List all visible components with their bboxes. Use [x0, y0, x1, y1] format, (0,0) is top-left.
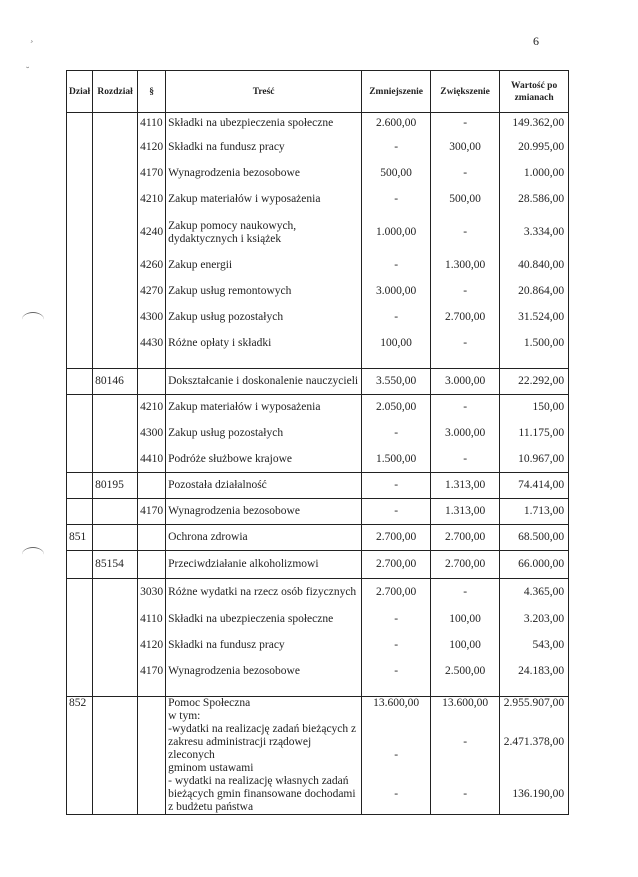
cell-zmniejszenie: 500,00 [362, 161, 431, 187]
table-row [67, 633, 569, 659]
cell-rozdzial [93, 253, 138, 279]
table-row [67, 279, 569, 305]
cell-zmniejszenie: 3.000,00 [362, 279, 431, 305]
cell-rozdzial [93, 633, 138, 659]
page-number: 6 [533, 34, 539, 48]
header-paragraf: § [138, 71, 166, 113]
cell-zwiekszenie: - [431, 447, 500, 473]
cell-tresc: Zakup pomocy naukowych, dydaktycznych i książek [166, 213, 362, 253]
cell-zwiekszenie: - [431, 279, 500, 305]
cell-zmniejszenie: 2.600,00 [362, 113, 431, 135]
cell-paragraf: 4240 [138, 213, 166, 253]
cell-tresc: Wynagrodzenia bezosobowe [166, 499, 362, 525]
spacer-cell [93, 685, 138, 697]
cell-wartosc: 150,00 [500, 395, 569, 421]
cell-dzial [67, 213, 93, 253]
cell-wartosc: 3.203,00 [500, 607, 569, 633]
cell-paragraf: 4260 [138, 253, 166, 279]
cell-rozdzial [93, 697, 138, 815]
cell-zmniejszenie: - [362, 253, 431, 279]
cell-wartosc: 1.713,00 [500, 499, 569, 525]
spacer-cell [67, 685, 93, 697]
spacer-cell [67, 357, 93, 369]
cell-zwiekszenie: 1.313,00 [431, 473, 500, 499]
spacer-cell [362, 685, 431, 697]
cell-wartosc: 149.362,00 [500, 113, 569, 135]
cell-rozdzial [93, 135, 138, 161]
cell-zwiekszenie: 300,00 [431, 135, 500, 161]
cell-zmniejszenie: - [362, 607, 431, 633]
cell-paragraf: 4270 [138, 279, 166, 305]
cell-dzial [67, 135, 93, 161]
cell-rozdzial [93, 421, 138, 447]
cell-tresc: Zakup materiałów i wyposażenia [166, 395, 362, 421]
cell-dzial [67, 607, 93, 633]
cell-wartosc: 11.175,00 [500, 421, 569, 447]
header-tresc: Treść [166, 71, 362, 113]
cell-zwiekszenie: - [431, 113, 500, 135]
cell-rozdzial [93, 187, 138, 213]
table-body [67, 113, 569, 815]
cell-wartosc: 31.524,00 [500, 305, 569, 331]
spacer-cell [431, 357, 500, 369]
cell-wartosc: 1.000,00 [500, 161, 569, 187]
cell-wartosc: 66.000,00 [500, 551, 569, 579]
punch-hole-mark [22, 547, 44, 562]
cell-tresc: Zakup energii [166, 253, 362, 279]
table-row [67, 331, 569, 357]
spacer-row [67, 357, 569, 369]
cell-wartosc: 4.365,00 [500, 579, 569, 607]
cell-tresc: Pozostała działalność [166, 473, 362, 499]
cell-rozdzial: 80146 [93, 369, 138, 395]
cell-zwiekszenie: - [431, 213, 500, 253]
cell-wartosc: 543,00 [500, 633, 569, 659]
cell-zwiekszenie: - [431, 161, 500, 187]
cell-wartosc: 68.500,00 [500, 525, 569, 551]
table-row [67, 113, 569, 135]
table-row-852 [67, 697, 569, 815]
table-row [67, 607, 569, 633]
cell-rozdzial [93, 113, 138, 135]
cell-paragraf: 3030 [138, 579, 166, 607]
cell-tresc: Składki na ubezpieczenia społeczne [166, 607, 362, 633]
table-row [67, 579, 569, 607]
table-row [67, 395, 569, 421]
cell-wartosc: 20.995,00 [500, 135, 569, 161]
cell-zmniejszenie: 2.700,00 [362, 525, 431, 551]
cell-paragraf: 4110 [138, 113, 166, 135]
table-row [67, 447, 569, 473]
cell-paragraf: 4300 [138, 305, 166, 331]
spacer-cell [500, 685, 569, 697]
header-wartosc: Wartość po zmianach [500, 71, 569, 113]
table-row [67, 369, 569, 395]
cell-dzial [67, 447, 93, 473]
cell-dzial [67, 633, 93, 659]
cell-tresc: Składki na fundusz pracy [166, 633, 362, 659]
cell-paragraf [138, 473, 166, 499]
cell-wartosc: 20.864,00 [500, 279, 569, 305]
cell-tresc: Składki na fundusz pracy [166, 135, 362, 161]
cell-tresc: Różne wydatki na rzecz osób fizycznych [166, 579, 362, 607]
cell-rozdzial: 80195 [93, 473, 138, 499]
cell-tresc: Pomoc Społeczna w tym: -wydatki na realizację zadań bieżących z zakresu administracji rządowej zleconych gminom ustawami - wydatki na realizację własnych zadań bieżących gmin finansowane dochodami z budżetu państwa [166, 697, 362, 815]
table-row [67, 305, 569, 331]
cell-tresc: Podróże służbowe krajowe [166, 447, 362, 473]
cell-zwiekszenie: 3.000,00 [431, 421, 500, 447]
cell-zmniejszenie: 2.050,00 [362, 395, 431, 421]
cell-tresc: Różne opłaty i składki [166, 331, 362, 357]
cell-rozdzial [93, 279, 138, 305]
cell-rozdzial [93, 447, 138, 473]
cell-zwiekszenie: 100,00 [431, 633, 500, 659]
cell-zwiekszenie: - [431, 579, 500, 607]
cell-wartosc: 40.840,00 [500, 253, 569, 279]
header-zmniejszenie: Zmniejszenie [362, 71, 431, 113]
table-row [67, 187, 569, 213]
cell-dzial: 852 [67, 697, 93, 815]
cell-rozdzial [93, 213, 138, 253]
table-row [67, 551, 569, 579]
cell-zmniejszenie: - [362, 187, 431, 213]
cell-tresc: Zakup materiałów i wyposażenia [166, 187, 362, 213]
cell-zwiekszenie: 500,00 [431, 187, 500, 213]
spacer-cell [166, 685, 362, 697]
cell-wartosc: 28.586,00 [500, 187, 569, 213]
cell-zmniejszenie: 1.000,00 [362, 213, 431, 253]
cell-rozdzial: 85154 [93, 551, 138, 579]
spacer-row [67, 685, 569, 697]
cell-zmniejszenie: 2.700,00 [362, 579, 431, 607]
cell-zwiekszenie: 2.700,00 [431, 551, 500, 579]
spacer-cell [93, 357, 138, 369]
cell-wartosc: 3.334,00 [500, 213, 569, 253]
spacer-cell [166, 357, 362, 369]
cell-zmniejszenie: - [362, 135, 431, 161]
cell-wartosc: 24.183,00 [500, 659, 569, 685]
cell-dzial [67, 331, 93, 357]
cell-tresc: Zakup usług remontowych [166, 279, 362, 305]
cell-zmniejszenie: 100,00 [362, 331, 431, 357]
cell-paragraf: 4300 [138, 421, 166, 447]
table-header-row [67, 71, 569, 113]
cell-dzial [67, 161, 93, 187]
cell-zmniejszenie: - [362, 659, 431, 685]
cell-tresc: Przeciwdziałanie alkoholizmowi [166, 551, 362, 579]
scan-artifact: ˘ [26, 66, 30, 77]
spacer-cell [431, 685, 500, 697]
cell-paragraf: 4410 [138, 447, 166, 473]
table-row [67, 213, 569, 253]
table-row [67, 161, 569, 187]
cell-rozdzial [93, 579, 138, 607]
cell-dzial [67, 395, 93, 421]
table-row [67, 135, 569, 161]
cell-tresc: Ochrona zdrowia [166, 525, 362, 551]
cell-rozdzial [93, 331, 138, 357]
cell-zmniejszenie: - [362, 499, 431, 525]
cell-paragraf: 4170 [138, 659, 166, 685]
cell-dzial [67, 253, 93, 279]
cell-dzial [67, 187, 93, 213]
punch-hole-mark [22, 312, 44, 327]
table-row [67, 659, 569, 685]
cell-paragraf: 4170 [138, 499, 166, 525]
cell-paragraf: 4120 [138, 633, 166, 659]
cell-paragraf: 4430 [138, 331, 166, 357]
cell-paragraf [138, 525, 166, 551]
cell-paragraf [138, 697, 166, 815]
cell-dzial [67, 369, 93, 395]
cell-tresc: Składki na ubezpieczenia społeczne [166, 113, 362, 135]
cell-paragraf [138, 551, 166, 579]
cell-dzial [67, 499, 93, 525]
cell-wartosc: 2.955.907,00 2.471.378,00 136.190,00 [500, 697, 569, 815]
cell-dzial [67, 659, 93, 685]
spacer-cell [138, 685, 166, 697]
cell-paragraf [138, 369, 166, 395]
cell-tresc: Wynagrodzenia bezosobowe [166, 161, 362, 187]
spacer-cell [500, 357, 569, 369]
cell-dzial [67, 551, 93, 579]
cell-dzial [67, 279, 93, 305]
cell-zwiekszenie: 2.700,00 [431, 525, 500, 551]
cell-zmniejszenie: 1.500,00 [362, 447, 431, 473]
cell-rozdzial [93, 659, 138, 685]
cell-zmniejszenie: - [362, 421, 431, 447]
table-row [67, 525, 569, 551]
cell-zmniejszenie: - [362, 305, 431, 331]
cell-rozdzial [93, 499, 138, 525]
spacer-cell [362, 357, 431, 369]
cell-zwiekszenie: 100,00 [431, 607, 500, 633]
cell-wartosc: 22.292,00 [500, 369, 569, 395]
cell-dzial [67, 421, 93, 447]
cell-paragraf: 4170 [138, 161, 166, 187]
header-zwiekszenie: Zwiększenie [431, 71, 500, 113]
header-rozdzial: Rozdział [93, 71, 138, 113]
budget-table [66, 70, 569, 815]
cell-rozdzial [93, 525, 138, 551]
table-row [67, 499, 569, 525]
cell-zwiekszenie: 2.500,00 [431, 659, 500, 685]
table-row [67, 421, 569, 447]
cell-zwiekszenie: 1.313,00 [431, 499, 500, 525]
cell-wartosc: 1.500,00 [500, 331, 569, 357]
table-row [67, 473, 569, 499]
cell-zmniejszenie: 2.700,00 [362, 551, 431, 579]
cell-tresc: Zakup usług pozostałych [166, 421, 362, 447]
cell-dzial [67, 305, 93, 331]
cell-tresc: Wynagrodzenia bezosobowe [166, 659, 362, 685]
cell-zwiekszenie: 13.600,00 - - [431, 697, 500, 815]
spacer-cell [138, 357, 166, 369]
cell-wartosc: 10.967,00 [500, 447, 569, 473]
cell-dzial [67, 579, 93, 607]
cell-zwiekszenie: 2.700,00 [431, 305, 500, 331]
cell-paragraf: 4210 [138, 187, 166, 213]
cell-zwiekszenie: 1.300,00 [431, 253, 500, 279]
cell-zmniejszenie: - [362, 633, 431, 659]
cell-paragraf: 4120 [138, 135, 166, 161]
cell-rozdzial [93, 395, 138, 421]
cell-wartosc: 74.414,00 [500, 473, 569, 499]
header-dzial: Dział [67, 71, 93, 113]
cell-zmniejszenie: 13.600,00 - - [362, 697, 431, 815]
cell-dzial [67, 113, 93, 135]
table-row [67, 253, 569, 279]
cell-zwiekszenie: 3.000,00 [431, 369, 500, 395]
cell-dzial: 851 [67, 525, 93, 551]
cell-zmniejszenie: 3.550,00 [362, 369, 431, 395]
cell-rozdzial [93, 305, 138, 331]
scan-artifact: ¸ [30, 32, 34, 43]
cell-rozdzial [93, 161, 138, 187]
cell-dzial [67, 473, 93, 499]
cell-paragraf: 4210 [138, 395, 166, 421]
cell-zwiekszenie: - [431, 331, 500, 357]
cell-tresc: Dokształcanie i doskonalenie nauczycieli [166, 369, 362, 395]
cell-zmniejszenie: - [362, 473, 431, 499]
cell-paragraf: 4110 [138, 607, 166, 633]
cell-zwiekszenie: - [431, 395, 500, 421]
cell-tresc: Zakup usług pozostałych [166, 305, 362, 331]
cell-rozdzial [93, 607, 138, 633]
